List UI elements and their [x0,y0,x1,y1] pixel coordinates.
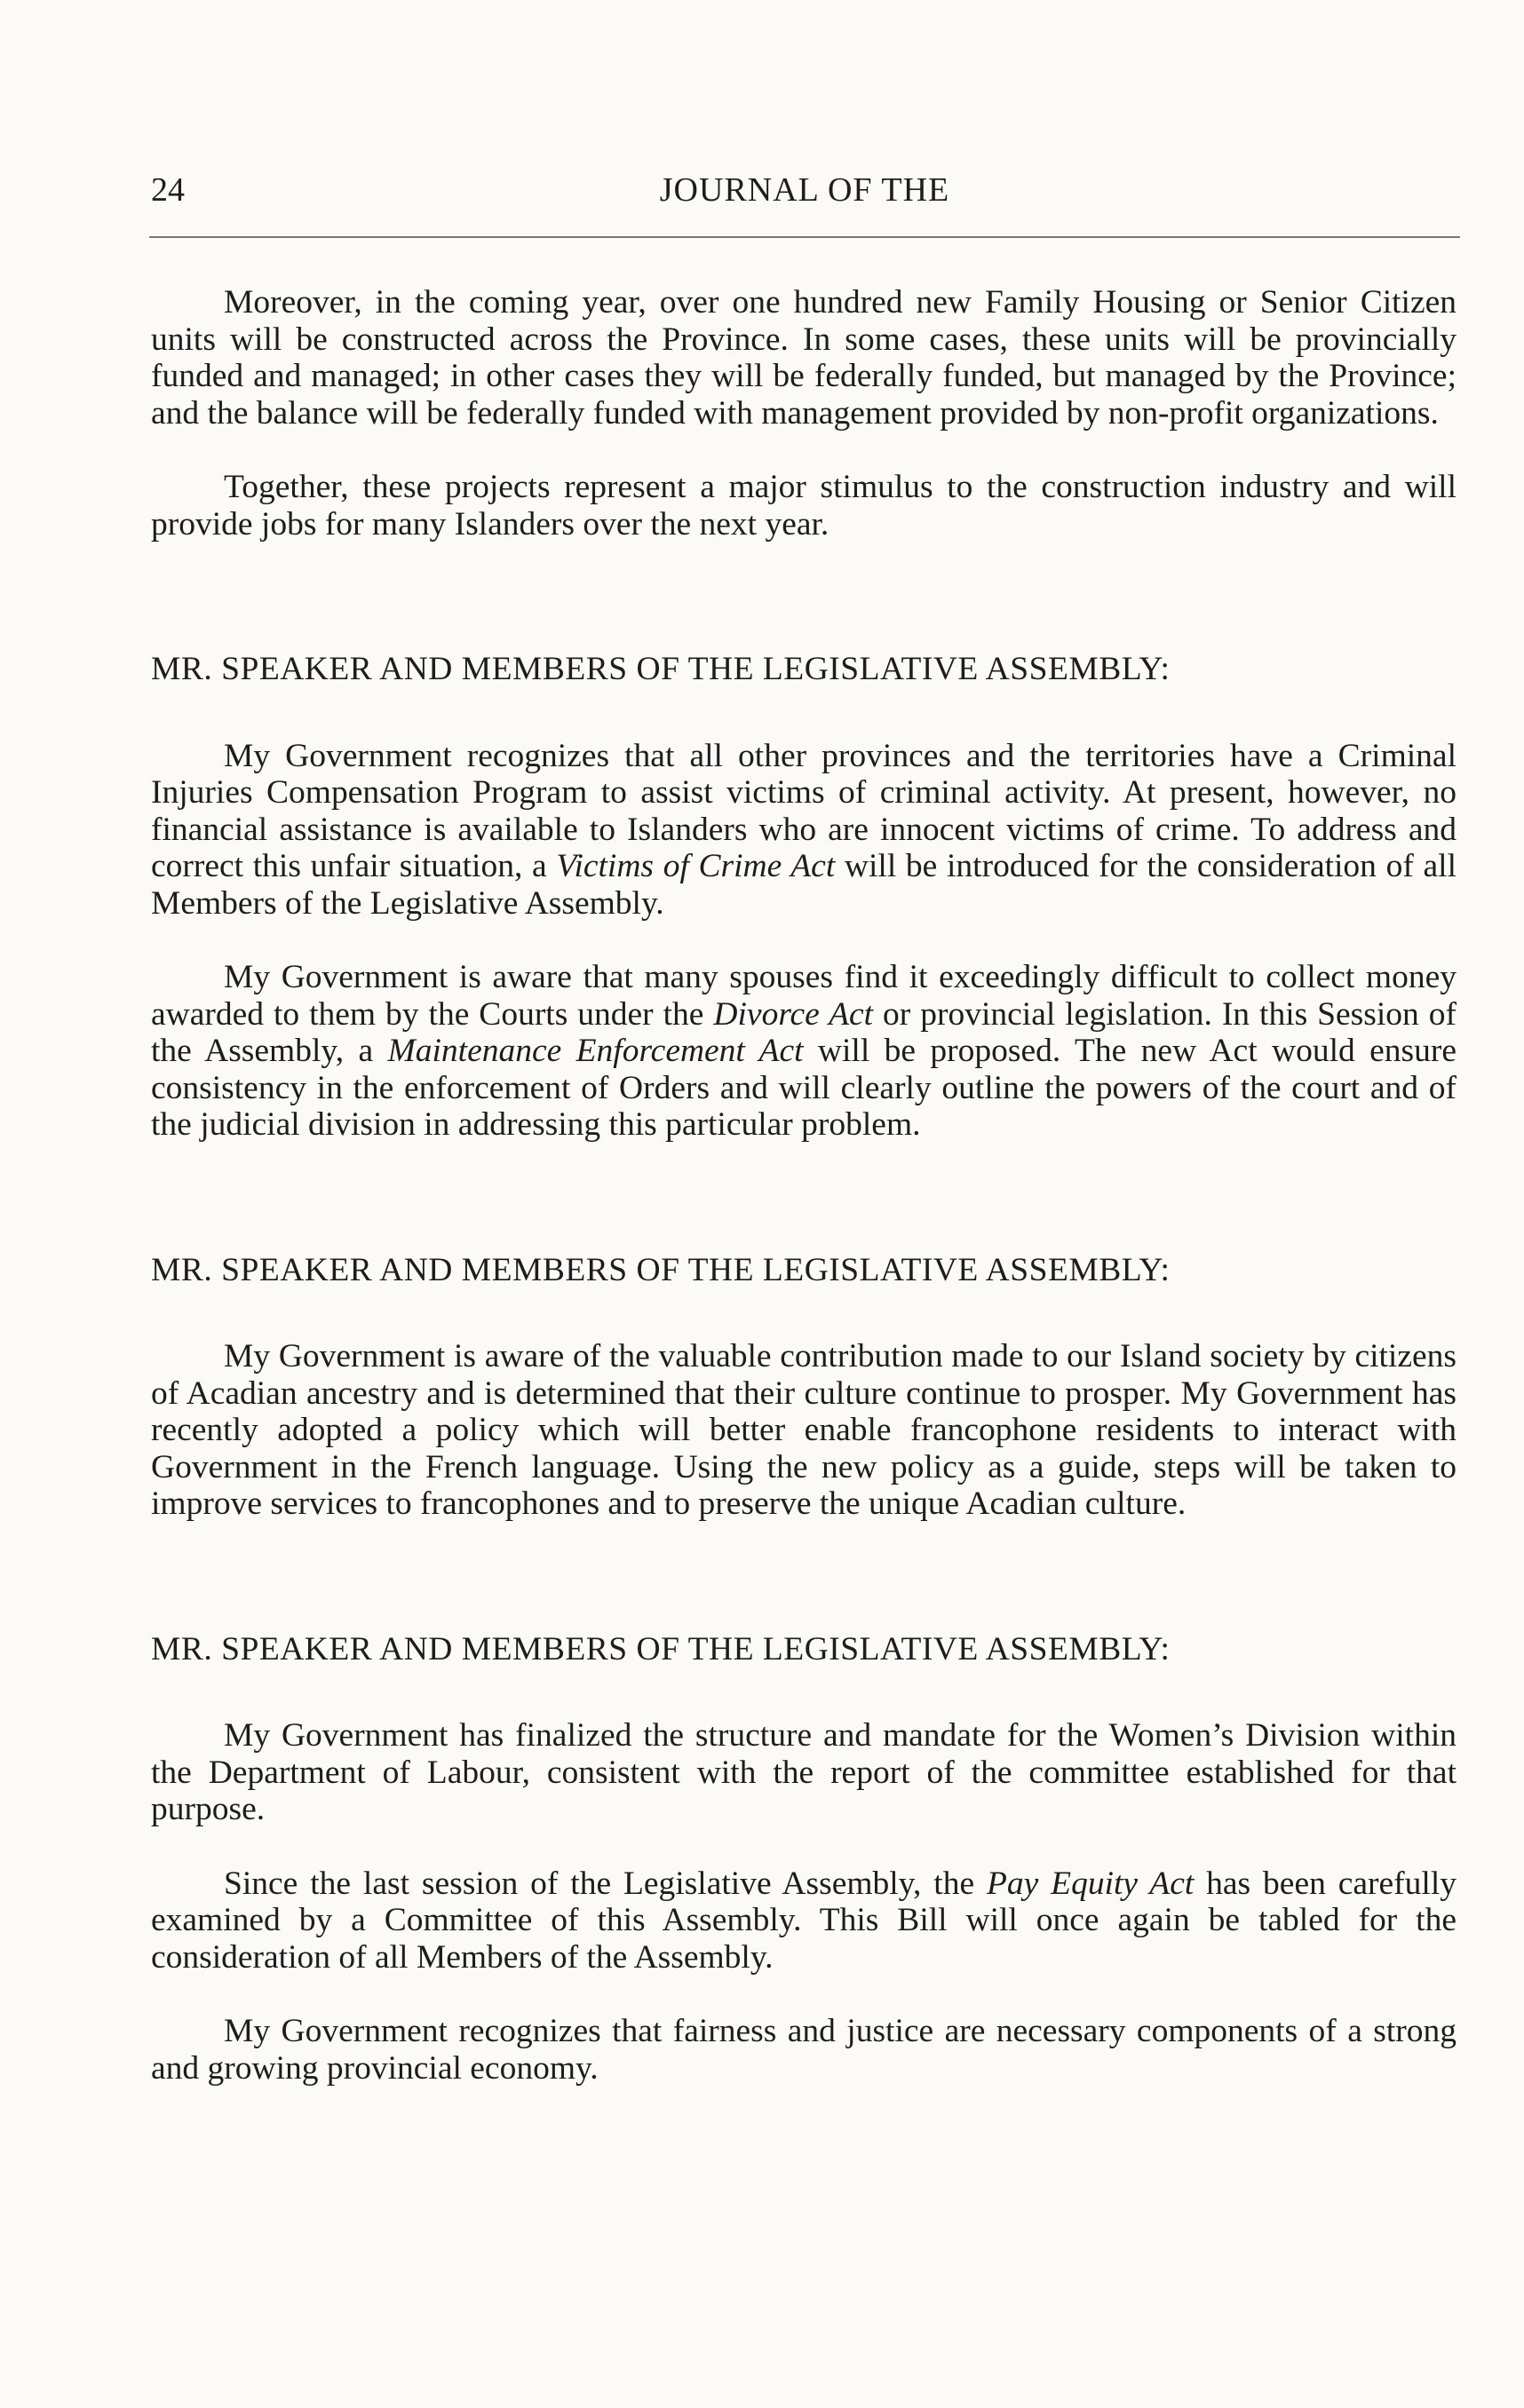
paragraph-acadian: My Government is aware of the valuable contribution made to our Island society by citizens of Acadian ancestry and is determined that their culture continue to prosper. My Government has recently adopted a policy which will better enable francophone residents to interact with Government in the French language. Using the new policy as a guide, steps will be taken to improve services to francophones and to preserve the unique Acadian culture. [151,1338,1457,1522]
paragraph-housing: Moreover, in the coming year, over one hundred new Family Housing or Senior Citizen units will be constructed across the Province. In some cases, these units will be provincially funded and managed; in other cases they will be federally funded, but managed by the Province; and the balance will be federally funded with management provided by non-profit organizations. [151,284,1457,432]
running-title: JOURNAL OF THE [659,171,950,209]
header-rule [149,236,1460,238]
paragraph-maintenance-enforcement [151,959,1457,1144]
act-title: Pay Equity Act [986,1865,1195,1902]
section-heading: MR. SPEAKER AND MEMBERS OF THE LEGISLATIVE ASSEMBLY: [151,651,1171,687]
text-segment: will be proposed. The new Act would ensure consistency in the enforcement of Orders and will clearly outline the powers of the court and of the judicial division in addressing this particular problem. [151,1033,1457,1143]
paragraph-pay-equity [151,1865,1457,1976]
text-segment: My Government recognizes that all other provinces and the territories have a Criminal Injuries Compensation Program to assist victims of criminal activity. At present, however, no financial assistance is available to Islanders who are innocent victims of crime. To address and correct this unfair situation, a [151,737,1457,884]
act-title: Divorce Act [713,995,874,1033]
section-heading: MR. SPEAKER AND MEMBERS OF THE LEGISLATIVE ASSEMBLY: [151,1251,1171,1288]
paragraph-stimulus: Together, these projects represent a major stimulus to the construction industry and will provide jobs for many Islanders over the next year. [151,469,1457,543]
text-segment: Since the last session of the Legislative Assembly, the [224,1865,987,1902]
act-title: Victims of Crime Act [556,848,836,884]
text-segment: or provincial legislation. In this Session of the Assembly, a [151,995,1457,1069]
paragraph-victims-of-crime [151,738,1457,923]
section-heading: MR. SPEAKER AND MEMBERS OF THE LEGISLATIVE ASSEMBLY: [151,1630,1171,1667]
text-segment: has been carefully examined by a Committee of this Assembly. This Bill will once again be tabled for the consideration of all Members of the Assembly. [151,1865,1457,1976]
paragraph-fairness: My Government recognizes that fairness and justice are necessary components of a strong and growing provincial economy. [151,2013,1457,2087]
page-header [151,165,1458,215]
page-body [151,284,1457,2087]
paragraph-womens-division: My Government has finalized the structure and mandate for the Women’s Division within the Department of Labour, consistent with the report of the committee established for that purpose. [151,1717,1457,1827]
page-number: 24 [151,171,185,209]
act-title: Maintenance Enforcement Act [387,1033,804,1069]
text-segment: will be introduced for the consideration of all Members of the Legislative Assembly. [151,848,1457,922]
text-segment: My Government is aware that many spouses find it exceedingly difficult to collect money awarded to them by the Courts under the [151,959,1457,1033]
